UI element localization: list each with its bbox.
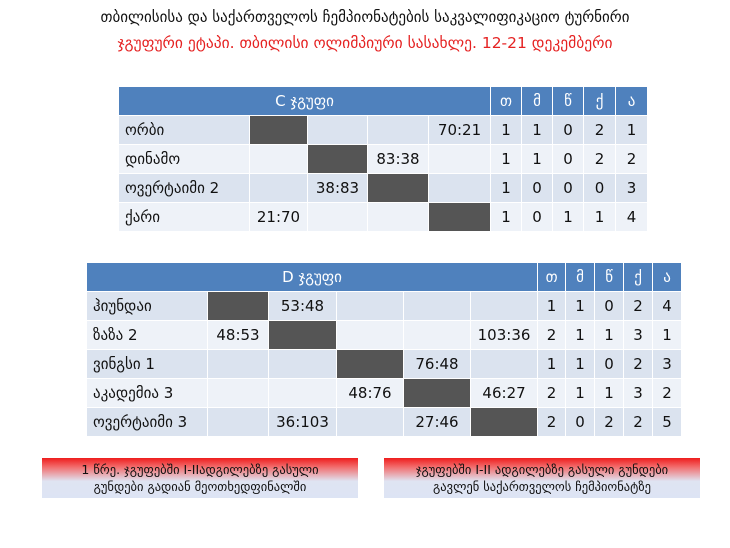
table-row (119, 145, 648, 174)
note-championship (384, 458, 700, 498)
stat-cell: 3 (616, 174, 648, 203)
result-cell (471, 350, 538, 379)
stat-cell: 1 (491, 145, 522, 174)
group-c-table (118, 86, 648, 232)
team-name: ვინგსი 1 (87, 350, 208, 379)
stat-cell: 1 (595, 379, 624, 408)
group-d-table (86, 262, 682, 437)
result-cell (208, 379, 269, 408)
diagonal-cell (208, 292, 269, 321)
team-name: ოვერტაიმი 3 (87, 408, 208, 437)
result-cell: 46:27 (471, 379, 538, 408)
stat-cell: 0 (553, 116, 584, 145)
result-cell: 103:36 (471, 321, 538, 350)
team-name: ორბი (119, 116, 250, 145)
stat-cell: 3 (624, 379, 653, 408)
note-championship-line1: ჯგუფებში I-II ადგილებზე გასული გუნდები (415, 462, 669, 477)
stat-cell: 2 (538, 408, 566, 437)
diagonal-cell (269, 321, 337, 350)
stat-cell: 1 (491, 116, 522, 145)
stat-header-games: თ (491, 87, 522, 116)
stat-cell: 0 (553, 145, 584, 174)
stat-cell: 0 (522, 203, 553, 232)
result-cell: 48:53 (208, 321, 269, 350)
result-cell (308, 203, 368, 232)
diagonal-cell (250, 116, 308, 145)
stat-cell: 1 (522, 116, 553, 145)
stat-cell: 2 (624, 350, 653, 379)
stat-cell: 2 (538, 379, 566, 408)
stat-cell: 4 (653, 292, 682, 321)
result-cell (337, 292, 404, 321)
stat-cell: 2 (653, 379, 682, 408)
result-cell: 53:48 (269, 292, 337, 321)
note-quarterfinal-line1: 1 წრე. ჯგუფებში I-IIადგილებზე გასული (81, 462, 319, 477)
stat-header-place: ა (653, 263, 682, 292)
result-cell (308, 116, 368, 145)
stat-cell: 2 (624, 408, 653, 437)
diagonal-cell (368, 174, 429, 203)
note-quarterfinal-line2: გუნდები გადიან მეოთხედფინალში (93, 479, 307, 494)
diagonal-cell (471, 408, 538, 437)
result-cell (208, 408, 269, 437)
result-cell: 76:48 (404, 350, 471, 379)
stat-cell: 1 (491, 203, 522, 232)
team-name: ჰიუნდაი (87, 292, 208, 321)
result-cell (404, 321, 471, 350)
stat-cell: 2 (616, 145, 648, 174)
stat-cell: 0 (584, 174, 616, 203)
result-cell (269, 350, 337, 379)
tournament-title: თბილისისა და საქართველოს ჩემპიონატების საკვალიფიკაციო ტურნირი (100, 8, 630, 26)
stat-header-games: თ (538, 263, 566, 292)
result-cell (269, 379, 337, 408)
result-cell (368, 203, 429, 232)
diagonal-cell (429, 203, 491, 232)
stat-cell: 0 (553, 174, 584, 203)
result-cell (471, 292, 538, 321)
stat-header-wins: მ (522, 87, 553, 116)
result-cell: 70:21 (429, 116, 491, 145)
stat-cell: 5 (653, 408, 682, 437)
stat-header-place: ა (616, 87, 648, 116)
stat-cell: 1 (538, 292, 566, 321)
table-row (87, 292, 682, 321)
result-cell (337, 321, 404, 350)
stat-cell: 1 (553, 203, 584, 232)
stat-cell: 1 (566, 321, 595, 350)
stat-cell: 1 (566, 350, 595, 379)
result-cell (208, 350, 269, 379)
group-c-header-row (119, 87, 648, 116)
result-cell (337, 408, 404, 437)
table-row (87, 379, 682, 408)
stat-cell: 0 (595, 292, 624, 321)
stat-cell: 2 (584, 116, 616, 145)
table-row (87, 408, 682, 437)
stat-cell: 2 (538, 321, 566, 350)
table-row (87, 350, 682, 379)
team-name: ქარი (119, 203, 250, 232)
stat-header-wins: მ (566, 263, 595, 292)
note-championship-line2: გავლენ საქართველოს ჩემპიონატზე (433, 479, 651, 494)
table-row (119, 174, 648, 203)
stat-cell: 2 (624, 292, 653, 321)
stat-cell: 3 (653, 350, 682, 379)
stat-cell: 0 (522, 174, 553, 203)
result-cell: 21:70 (250, 203, 308, 232)
stat-cell: 2 (584, 145, 616, 174)
result-cell: 83:38 (368, 145, 429, 174)
result-cell (429, 145, 491, 174)
note-quarterfinal (42, 458, 358, 498)
stat-cell: 1 (584, 203, 616, 232)
stat-header-points: ქ (624, 263, 653, 292)
result-cell: 38:83 (308, 174, 368, 203)
tournament-subtitle: ჯგუფური ეტაპი. თბილისი ოლიმპიური სასახლე. 12-21 დეკემბერი (117, 34, 613, 52)
stat-cell: 1 (522, 145, 553, 174)
result-cell: 27:46 (404, 408, 471, 437)
table-row (119, 116, 648, 145)
stat-header-points: ქ (584, 87, 616, 116)
group-c-label: C ჯგუფი (119, 87, 491, 116)
diagonal-cell (404, 379, 471, 408)
stat-cell: 4 (616, 203, 648, 232)
result-cell: 48:76 (337, 379, 404, 408)
stat-cell: 0 (566, 408, 595, 437)
stat-cell: 0 (595, 350, 624, 379)
group-d-label: D ჯგუფი (87, 263, 538, 292)
result-cell (404, 292, 471, 321)
stat-cell: 3 (624, 321, 653, 350)
result-cell (429, 174, 491, 203)
stat-cell: 1 (491, 174, 522, 203)
stat-header-losses: წ (595, 263, 624, 292)
stat-cell: 1 (538, 350, 566, 379)
diagonal-cell (337, 350, 404, 379)
result-cell (250, 174, 308, 203)
team-name: აკადემია 3 (87, 379, 208, 408)
stat-header-losses: წ (553, 87, 584, 116)
stat-cell: 1 (566, 292, 595, 321)
group-d-header-row (87, 263, 682, 292)
stat-cell: 1 (653, 321, 682, 350)
team-name: დინამო (119, 145, 250, 174)
stat-cell: 1 (566, 379, 595, 408)
team-name: ოვერტაიმი 2 (119, 174, 250, 203)
result-cell (250, 145, 308, 174)
table-row (87, 321, 682, 350)
stat-cell: 1 (616, 116, 648, 145)
stat-cell: 2 (595, 408, 624, 437)
result-cell: 36:103 (269, 408, 337, 437)
result-cell (368, 116, 429, 145)
stat-cell: 1 (595, 321, 624, 350)
table-row (119, 203, 648, 232)
diagonal-cell (308, 145, 368, 174)
team-name: ზაზა 2 (87, 321, 208, 350)
